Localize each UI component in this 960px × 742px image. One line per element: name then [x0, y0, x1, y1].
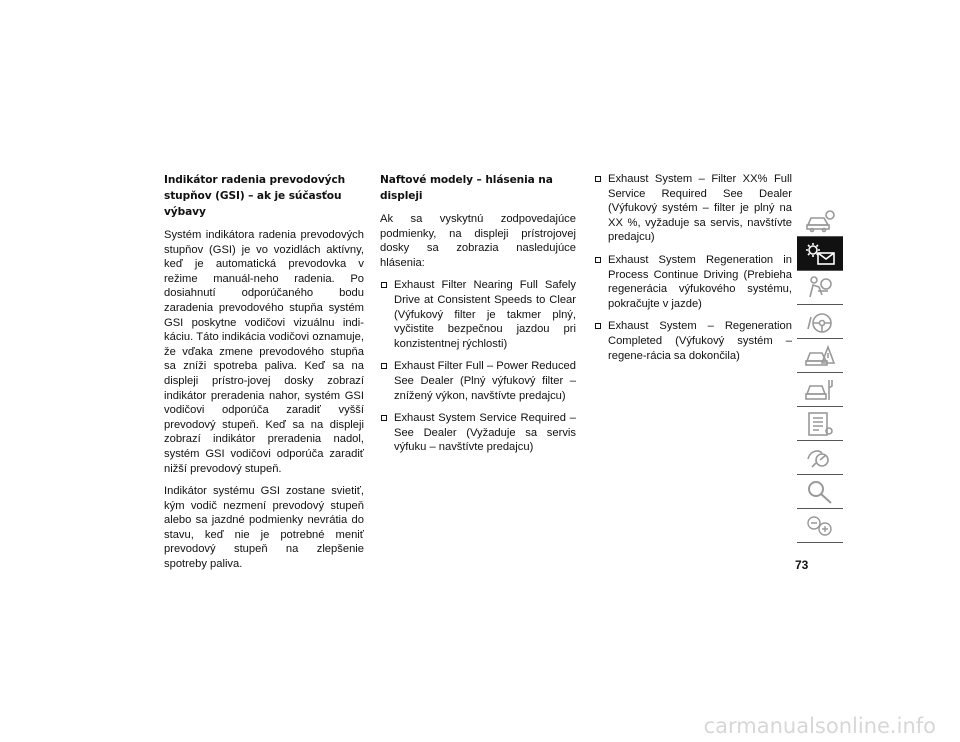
list-item [594, 253, 792, 311]
paragraph: Systém indikátora radenia prevodových stupňov (GSI) je vo vozidlách aktívny, keď je automatická prevodovka v režime manuál-neho radenia. Po dosiahnutí odporúčaného bodu zaradenia prevodového stupňa systém GSI poskytne vodičovi vizuálnu indi-káciu. Táto indikácia vodičovi oznamuje, že vďaka zmene prevodového stupňa sa zníži spotreba paliva. Keď sa na displeji prístro-jovej dosky zobrazí indikátor preradenia nahor, systém GSI vodičovi odporúča zaradiť vyšší prevodový stupeň. Keď sa na displeji zobrazí indikátor preradenia nadol, systém GSI vodičovi odporúča zaradiť nižší prevodový stupeň. [164, 229, 364, 475]
tab-language[interactable] [797, 509, 843, 543]
list-item [380, 278, 576, 351]
page-number: 73 [795, 558, 809, 572]
tab-spec-list[interactable] [797, 407, 843, 441]
chapter-tabs [797, 203, 843, 543]
paragraph: Indikátor systému GSI zostane svietiť, kým vodič nezmení prevodový stupeň alebo sa jazdné podmienky nevrátia do stavu, keď nie je potrebné meniť prevodový stupeň na zlepšenie spotreby paliva. [164, 485, 364, 571]
square-bullet-icon [595, 323, 601, 329]
steering-wheel-icon [804, 309, 836, 335]
intro-paragraph: Ak sa vyskytnú zodpovedajúce podmienky, na displeji prístrojovej dosky sa zobrazia nasledujúce hlásenia: [380, 213, 576, 269]
list-item-text: Exhaust System Regeneration in Process Continue Driving (Prebieha regenerácia výfukového systému, pokračujte v jazde) [608, 253, 792, 310]
list-item-text: Exhaust System – Regeneration Completed (Výfukový systém – regene-rácia sa dokončila) [608, 320, 792, 362]
right-column [594, 172, 792, 371]
tab-dashboard-lights[interactable] [797, 237, 843, 271]
list-item-text: Exhaust System Service Required – See Dealer (Vyžaduje sa servis výfuku – navštívte predajcu) [394, 412, 576, 454]
tab-car-crash[interactable] [797, 339, 843, 373]
watermark: carmanualsonline.info [703, 714, 936, 738]
message-list [594, 172, 792, 363]
list-item [594, 319, 792, 363]
search-icon [804, 479, 836, 505]
list-item [380, 411, 576, 455]
tab-car-info[interactable] [797, 203, 843, 237]
car-service-tools-icon [804, 377, 836, 403]
message-list [380, 278, 576, 455]
car-info-icon [804, 207, 836, 233]
square-bullet-icon [595, 176, 601, 182]
left-column [164, 172, 364, 580]
list-item-text: Exhaust Filter Full – Power Reduced See Dealer (Plný výfukový filter – znížený výkon, navštívte predajcu) [394, 360, 576, 402]
section-heading-diesel: Naftové modely – hlásenia na displeji [380, 174, 553, 202]
square-bullet-icon [381, 282, 387, 288]
list-item [380, 359, 576, 403]
section-heading-gsi: Indikátor radenia prevodových stupňov (GSI) – ak je súčasťou výbavy [164, 174, 346, 218]
dashboard-lights-icon [804, 241, 836, 267]
square-bullet-icon [381, 363, 387, 369]
tab-airbag-safety[interactable] [797, 271, 843, 305]
square-bullet-icon [595, 257, 601, 263]
tab-steering-wheel[interactable] [797, 305, 843, 339]
list-item-text: Exhaust Filter Nearing Full Safely Drive at Consistent Speeds to Clear (Výfukový filter je takmer plný, vyčistite bezpečnou jazdou pri konzistentnej rýchlosti) [394, 279, 576, 350]
multimedia-icon [804, 445, 836, 471]
spec-list-icon [804, 411, 836, 437]
square-bullet-icon [381, 415, 387, 421]
tab-multimedia[interactable] [797, 441, 843, 475]
tab-car-service[interactable] [797, 373, 843, 407]
middle-column [380, 172, 576, 463]
car-crash-icon [804, 343, 836, 369]
list-item [594, 172, 792, 245]
airbag-safety-icon [804, 275, 836, 301]
language-icon [804, 513, 836, 539]
list-item-text: Exhaust System – Filter XX% Full Service Required See Dealer (Výfukový systém – filter je plný na XX %, vyžaduje sa servis, navštívte predajcu) [608, 173, 792, 244]
tab-search[interactable] [797, 475, 843, 509]
